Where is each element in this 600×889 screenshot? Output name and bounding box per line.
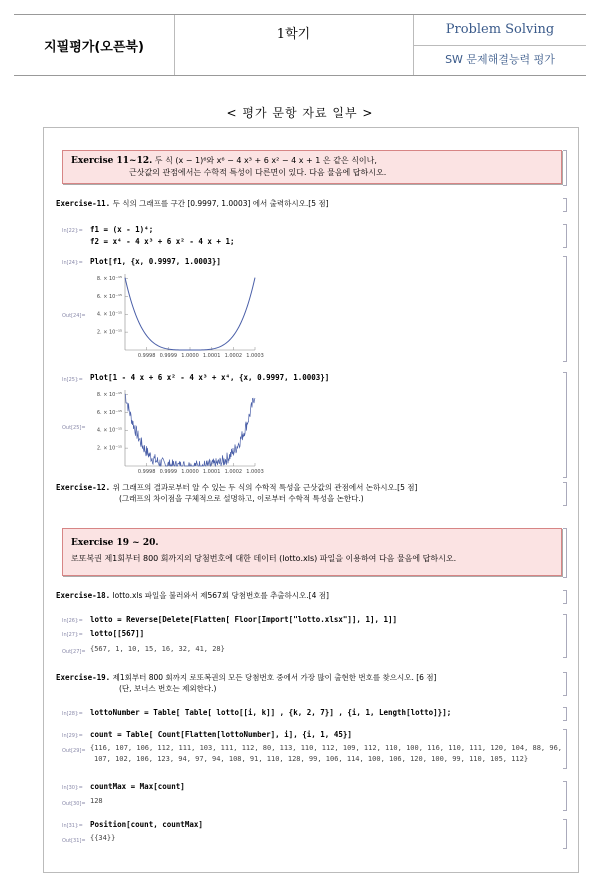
- code-in26[interactable]: lotto = Reverse[Delete[Flatten[ Floor[Import["lotto.xlsx"]], 1], 1]]: [90, 615, 398, 624]
- plot-f2: [85, 386, 264, 476]
- x-tick-label: 1.0002: [224, 469, 243, 475]
- in-label: In[27]:=: [62, 632, 83, 638]
- exercise-11: [56, 198, 329, 209]
- out-label: Out[25]=: [62, 425, 86, 431]
- code-in27[interactable]: lotto[[567]]: [90, 629, 145, 638]
- cell-bracket[interactable]: [563, 590, 567, 604]
- exercise-19-line1: 제1회부터 800 회까지 로또복권의 모든 당첨번호 중에서 가장 많이 출현한 번호를 찾으시오. [6 점]: [112, 673, 437, 682]
- exercise-12-line1: 위 그래프의 결과로부터 알 수 있는 두 식의 수학적 특성을 근삿값의 관점에서 논하시오.[5 점]: [112, 483, 418, 492]
- header-table: [14, 14, 586, 76]
- code-in31[interactable]: Position[count, countMax]: [90, 820, 203, 829]
- exercise-12-line2: (그래프의 차이점을 구체적으로 설명하고, 이로부터 수학적 특성을 논한다.): [119, 494, 364, 503]
- x-tick-label: 1.0001: [202, 469, 221, 475]
- code-in22-line2[interactable]: f2 = x⁴ - 4 x³ + 6 x² - 4 x + 1;: [90, 237, 235, 246]
- cell-bracket[interactable]: [563, 372, 567, 478]
- exercise-18-text: lotto.xls 파일을 불러와서 제567회 당첨번호를 추출하시오.[4 점]: [112, 591, 329, 600]
- cell-bracket[interactable]: [563, 224, 567, 248]
- x-tick-label: 0.9998: [137, 469, 156, 475]
- cell-bracket[interactable]: [563, 198, 567, 212]
- y-tick-label: 8. × 10⁻¹⁵: [96, 275, 122, 282]
- code-in30[interactable]: countMax = Max[count]: [90, 782, 185, 791]
- x-tick-label: 0.9999: [159, 469, 178, 475]
- cell-bracket[interactable]: [563, 256, 567, 362]
- out-label: Out[27]=: [62, 649, 86, 655]
- subject: Problem Solving: [414, 15, 586, 46]
- y-tick-label: 2. × 10⁻¹⁵: [96, 445, 122, 452]
- series-line: [125, 278, 255, 350]
- out-label: Out[24]=: [62, 313, 86, 319]
- exercise-11-text: 두 식의 그래프를 구간 [0.9997, 1.0003] 에서 출력하시오.[5 점]: [112, 199, 329, 208]
- code-in25[interactable]: Plot[1 - 4 x + 6 x² - 4 x³ + x⁴, {x, 0.9997, 1.0003}]: [90, 373, 330, 382]
- in-label: In[29]:=: [62, 733, 83, 739]
- semester: 1학기: [174, 15, 414, 75]
- cell-bracket[interactable]: [563, 819, 567, 849]
- x-tick-label: 0.9998: [137, 353, 156, 359]
- exercise-box-line1: 두 식 (x − 1)⁶와 x⁶ − 4 x³ + 6 x² − 4 x + 1 은 같은 식이나,: [154, 156, 377, 165]
- out-label: Out[30]=: [62, 801, 86, 807]
- exam-title: 지필평가(오픈북): [14, 15, 175, 75]
- cell-bracket[interactable]: [563, 482, 567, 506]
- in-label: In[30]:=: [62, 785, 83, 791]
- y-tick-label: 6. × 10⁻¹⁵: [96, 409, 122, 416]
- in-label: In[24]:=: [62, 260, 83, 266]
- x-tick-label: 1.0000: [181, 353, 199, 359]
- x-tick-label: 1.0001: [202, 353, 221, 359]
- exercise-box-19-20: [62, 528, 562, 576]
- y-tick-label: 4. × 10⁻¹⁵: [96, 311, 122, 318]
- code-in22-line1[interactable]: f1 = (x - 1)⁴;: [90, 225, 154, 234]
- exercise-11-name: Exercise-11.: [56, 199, 111, 208]
- x-tick-label: 1.0000: [181, 469, 199, 475]
- exercise-box-line1: 로또복권 제1회부터 800 회까지의 당첨번호에 대한 데이터 (lotto.xls) 파일을 이용하여 다음 물음에 답하시오.: [71, 554, 457, 563]
- in-label: In[26]:=: [62, 618, 83, 624]
- in-label: In[25]:=: [62, 377, 83, 383]
- output-out30: 128: [90, 797, 103, 805]
- out-label: Out[29]=: [62, 748, 86, 754]
- in-label: In[22]:=: [62, 228, 83, 234]
- code-in29[interactable]: count = Table[ Count[Flatten[lottoNumber], i], {i, 1, 45}]: [90, 730, 352, 739]
- plot-f1: [85, 270, 264, 360]
- y-tick-label: 2. × 10⁻¹⁵: [96, 329, 122, 336]
- x-tick-label: 1.0002: [224, 353, 243, 359]
- exercise-19-name: Exercise-19.: [56, 673, 111, 682]
- output-out29-line1: {116, 107, 106, 112, 111, 103, 111, 112, 80, 113, 110, 112, 109, 112, 110, 100, 116, 110, 111, 120, 104, 88, 96,: [90, 744, 563, 752]
- exercise-12: [56, 482, 417, 504]
- output-out27: {567, 1, 10, 15, 16, 32, 41, 28}: [90, 645, 225, 653]
- y-tick-label: 6. × 10⁻¹⁵: [96, 293, 122, 300]
- exercise-19: [56, 672, 436, 694]
- exercise-box-line2: 근삿값의 관점에서는 수학적 특성이 다른면이 있다. 다음 물음에 답하시오.: [129, 168, 387, 177]
- y-tick-label: 4. × 10⁻¹⁵: [96, 427, 122, 434]
- cell-bracket[interactable]: [563, 150, 567, 186]
- x-tick-label: 1.0003: [246, 469, 264, 475]
- code-in24[interactable]: Plot[f1, {x, 0.9997, 1.0003}]: [90, 257, 221, 266]
- exercise-box-title: Exercise 19 ~ 20.: [71, 538, 159, 548]
- x-tick-label: 1.0003: [246, 353, 264, 359]
- exercise-18: [56, 590, 329, 601]
- output-out29-line2: 107, 102, 106, 123, 94, 97, 94, 108, 91, 110, 128, 99, 106, 114, 100, 106, 120, 100, 99, 110, 105, 112}: [94, 755, 529, 763]
- exercise-18-name: Exercise-18.: [56, 591, 111, 600]
- cell-bracket[interactable]: [563, 707, 567, 721]
- evaluation: SW 문제해결능력 평가: [445, 53, 555, 66]
- cell-bracket[interactable]: [563, 729, 567, 769]
- out-label: Out[31]=: [62, 838, 86, 844]
- exercise-box-11-12: [62, 150, 562, 184]
- cell-bracket[interactable]: [563, 528, 567, 578]
- cell-bracket[interactable]: [563, 781, 567, 811]
- series-line: [125, 394, 255, 466]
- in-label: In[31]:=: [62, 823, 83, 829]
- code-in28[interactable]: lottoNumber = Table[ Table[ lotto[[i, k]] , {k, 2, 7}] , {i, 1, Length[lotto]}];: [90, 708, 452, 717]
- exercise-19-line2: (단, 보너스 번호는 제외한다.): [119, 684, 217, 693]
- y-tick-label: 8. × 10⁻¹⁵: [96, 391, 122, 398]
- in-label: In[28]:=: [62, 711, 83, 717]
- exercise-12-name: Exercise-12.: [56, 483, 111, 492]
- page-subtitle: < 평가 문항 자료 일부 >: [226, 106, 374, 120]
- x-tick-label: 0.9999: [159, 353, 178, 359]
- exercise-box-title: Exercise 11~12.: [71, 156, 153, 166]
- cell-bracket[interactable]: [563, 672, 567, 696]
- output-out31: {{34}}: [90, 834, 116, 842]
- cell-bracket[interactable]: [563, 614, 567, 658]
